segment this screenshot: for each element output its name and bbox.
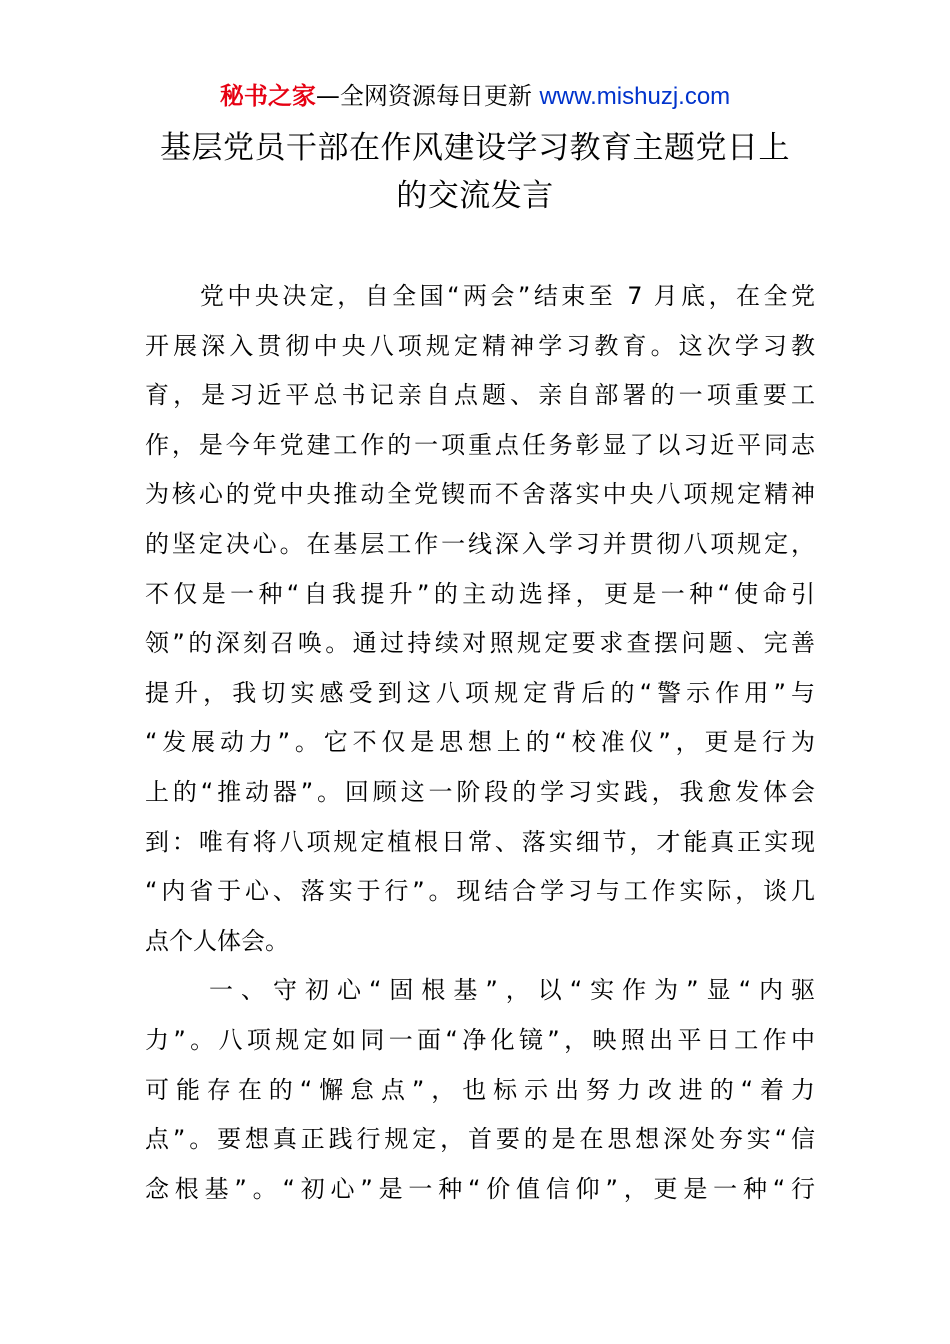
title-line-1: 基层党员干部在作风建设学习教育主题党日上 [160, 130, 790, 166]
text-line: 念根基”。“初心”是一种“价值信仰”，更是一种“行 [145, 1174, 815, 1203]
text-line: 上的“推动器”。回顾这一阶段的学习实践，我愈发体会 [145, 777, 815, 806]
document-title [100, 124, 850, 220]
document-body [145, 272, 815, 1214]
text-line: 点”。要想真正践行规定，首要的是在思想深处夯实“信 [145, 1125, 815, 1154]
text-line: 点个人体会。 [145, 926, 289, 955]
text-line: 的坚定决心。在基层工作一线深入学习并贯彻八项规定， [145, 529, 815, 558]
text-line: 作，是今年党建工作的一项重点任务彰显了以习近平同志 [145, 430, 815, 459]
text-line: “内省于心、落实于行”。现结合学习与工作实际，谈几 [145, 877, 815, 906]
text-line: “发展动力”。它不仅是思想上的“校准仪”，更是行为 [145, 728, 815, 757]
text-line: 力”。八项规定如同一面“净化镜”，映照出平日工作中 [145, 1025, 815, 1054]
brand-name: 秘书之家 [219, 82, 316, 110]
site-header [0, 80, 950, 113]
text-line: 可能存在的“懈怠点”，也标示出努力改进的“着力 [145, 1075, 815, 1104]
text-line: 到：唯有将八项规定植根日常、落实细节，才能真正实现 [145, 827, 815, 856]
text-line: 不仅是一种“自我提升”的主动选择，更是一种“使命引 [145, 579, 815, 608]
text-line: 育，是习近平总书记亲自点题、亲自部署的一项重要工 [145, 381, 815, 410]
text-line: 领”的深刻召唤。通过持续对照规定要求查摆问题、完善 [145, 629, 815, 658]
text-line: 开展深入贯彻中央八项规定精神学习教育。这次学习教 [145, 331, 815, 360]
text-line: 为核心的党中央推动全党锲而不舍落实中央八项规定精神 [145, 480, 815, 509]
title-line-2: 的交流发言 [396, 178, 554, 214]
text-line: 提升，我切实感受到这八项规定背后的“警示作用”与 [145, 678, 815, 707]
site-url-link[interactable]: www.mishuzj.com [539, 83, 731, 110]
text-line: 党中央决定，自全国“两会”结束至 7 月底，在全党 [145, 282, 815, 310]
paragraph-section-one [145, 966, 815, 1214]
text-line: 一、守初心“固根基”，以“实作为”显“内驱 [145, 976, 815, 1005]
paragraph-intro [145, 272, 815, 966]
site-tagline: —全网资源每日更新 [315, 82, 540, 110]
